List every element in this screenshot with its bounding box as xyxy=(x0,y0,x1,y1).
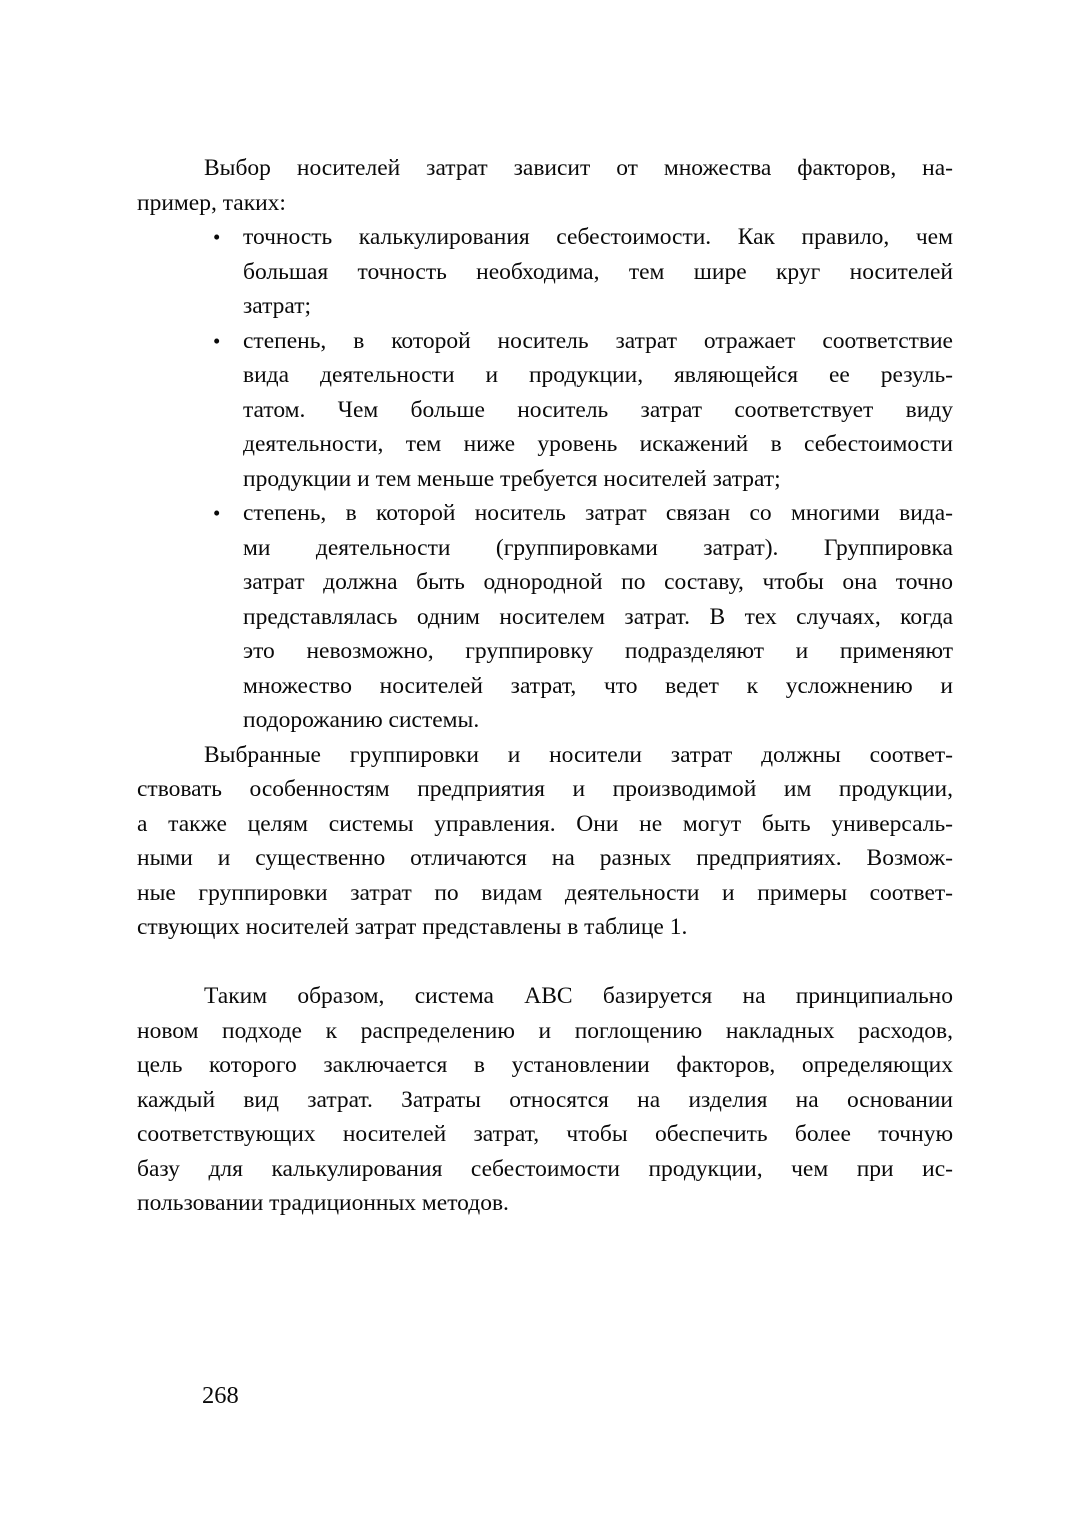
text-line: новом подходе к распределению и поглощению накладных расходов, xyxy=(137,1017,953,1044)
text-line: пример, таких: xyxy=(137,189,286,216)
paragraph xyxy=(137,738,953,945)
text-line: • степень, в которой носитель затрат отражает соответствие xyxy=(243,324,953,359)
text-line: соответствующих носителей затрат, чтобы обеспечить более точную xyxy=(137,1121,953,1147)
text-line: Таким образом, система ABC базируется на принципиально xyxy=(204,983,953,1009)
text-line: затрат; xyxy=(243,293,312,319)
text-line: а также целям системы управления. Они не могут быть универсаль- xyxy=(137,810,953,837)
text-line: продукции и тем меньше требуется носителей затрат; xyxy=(243,465,781,492)
text-line: пользовании традиционных методов. xyxy=(137,1190,509,1216)
text-line: вида деятельности и продукции, являющейся ее резуль- xyxy=(243,362,953,388)
text-line: ствовать особенностям предприятия и производимой им продукции, xyxy=(137,776,953,802)
text-line: представлялась одним носителем затрат. В тех случаях, когда xyxy=(243,603,953,630)
bullet-icon: • xyxy=(213,501,221,525)
text-line: каждый вид затрат. Затраты относятся на изделия на основании xyxy=(137,1086,953,1113)
bullet-icon: • xyxy=(213,328,221,353)
bullet-item xyxy=(137,220,953,324)
text-line: ными и существенно отличаются на разных предприятиях. Возмож- xyxy=(137,845,953,871)
bullet-icon: • xyxy=(213,225,221,249)
paragraph-spacer xyxy=(137,945,953,980)
paragraph xyxy=(137,979,953,1221)
text-line: деятельности, тем ниже уровень искажений в себестоимости xyxy=(243,431,953,457)
text-line: Выбор носителей затрат зависит от множества факторов, на- xyxy=(204,155,953,181)
text-line: Выбранные группировки и носители затрат должны соответ- xyxy=(204,741,953,768)
text-line: большая точность необходима, тем шире круг носителей xyxy=(243,258,953,285)
text-line: подорожанию системы. xyxy=(243,707,480,733)
bullet-item xyxy=(137,324,953,497)
bullet-item xyxy=(137,496,953,738)
text-block xyxy=(137,151,953,1221)
page-number: 268 xyxy=(202,1382,239,1409)
text-line: • степень, в которой носитель затрат связан со многими вида- xyxy=(243,496,953,531)
text-line: ми деятельности (группировками затрат). Группировка xyxy=(243,534,953,561)
text-line: затрат должна быть однородной по составу, чтобы она точно xyxy=(243,569,953,595)
text-line: ные группировки затрат по видам деятельности и примеры соответ- xyxy=(137,879,953,906)
text-line: это невозможно, группировку подразделяют и применяют xyxy=(243,638,953,664)
text-line: базу для калькулирования себестоимости продукции, чем при ис- xyxy=(137,1155,953,1182)
text-line: ствующих носителей затрат представлены в таблице 1. xyxy=(137,914,688,940)
text-line: татом. Чем больше носитель затрат соответствует виду xyxy=(243,396,953,423)
text-line: • точность калькулирования себестоимости. Как правило, чем xyxy=(243,220,953,255)
text-line: множество носителей затрат, что ведет к усложнению и xyxy=(243,672,953,699)
text-line: цель которого заключается в установлении факторов, определяющих xyxy=(137,1052,953,1078)
paragraph xyxy=(137,151,953,220)
